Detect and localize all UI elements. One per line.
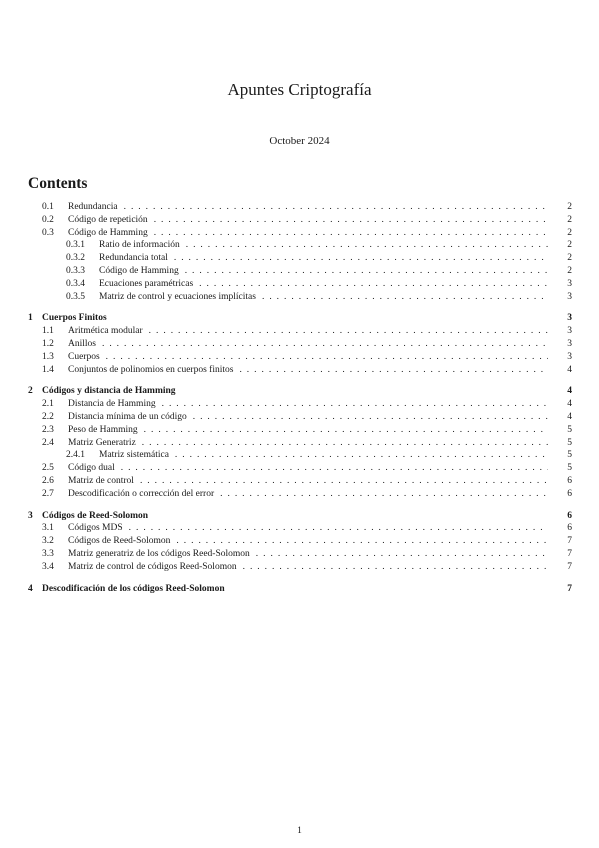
toc-entry-number: 0.3.4 xyxy=(66,278,85,289)
toc-entry-title: Código de Hamming . . . xyxy=(68,227,548,240)
toc-entry-page: 4 xyxy=(567,399,572,410)
table-of-contents xyxy=(28,201,572,595)
toc-entry-page: 5 xyxy=(567,450,572,461)
toc-entry-title: Matriz Generatriz . . . xyxy=(68,437,548,450)
toc-chapter-entry[interactable] xyxy=(28,510,572,523)
toc-entry-page: 4 xyxy=(567,364,572,375)
toc-section-entry[interactable] xyxy=(28,522,572,535)
toc-section-entry[interactable] xyxy=(28,411,572,424)
toc-entry-title: Matriz de control . . . xyxy=(68,475,548,488)
toc-entry-page: 4 xyxy=(567,411,572,422)
toc-section-entry[interactable] xyxy=(28,351,572,364)
toc-entry-title: Códigos y distancia de Hamming xyxy=(42,386,176,397)
toc-entry-number: 3.4 xyxy=(42,561,54,572)
toc-entry-number: 2.5 xyxy=(42,463,54,474)
toc-entry-title: Distancia mínima de un código . . . xyxy=(68,411,548,424)
toc-entry-page: 7 xyxy=(567,548,572,559)
toc-section-entry[interactable] xyxy=(28,535,572,548)
toc-entry-number: 2.3 xyxy=(42,424,54,435)
toc-entry-page: 3 xyxy=(567,326,572,337)
toc-section-entry[interactable] xyxy=(28,227,572,240)
toc-entry-title: Matriz de control de códigos Reed-Solomon . . . xyxy=(68,561,548,574)
contents-heading: Contents xyxy=(28,175,88,192)
toc-chapter-entry[interactable] xyxy=(28,385,572,398)
toc-entry-number: 1.2 xyxy=(42,338,54,349)
toc-entry-page: 3 xyxy=(567,351,572,362)
toc-entry-title: Códigos MDS . . . xyxy=(68,522,548,535)
toc-entry-page: 5 xyxy=(567,424,572,435)
toc-entry-title: Matriz generatriz de los códigos Reed-Solomon . . . xyxy=(68,548,548,561)
toc-section-entry[interactable] xyxy=(28,325,572,338)
toc-section-entry[interactable] xyxy=(28,424,572,437)
page-number: 1 xyxy=(297,826,302,836)
toc-entry-page: 6 xyxy=(567,488,572,499)
toc-entry-number: 0.3 xyxy=(42,227,54,238)
toc-entry-number: 0.3.1 xyxy=(66,240,85,251)
toc-entry-page: 6 xyxy=(567,523,572,534)
toc-entry-title: Distancia de Hamming . . . xyxy=(68,398,548,411)
toc-subsection-entry[interactable] xyxy=(28,278,572,291)
toc-entry-title: Matriz sistemática . . . xyxy=(99,449,548,462)
toc-entry-page: 3 xyxy=(567,338,572,349)
toc-entry-page: 5 xyxy=(567,437,572,448)
toc-entry-title: Matriz de control y ecuaciones implícitas . . . xyxy=(99,291,548,304)
toc-section-entry[interactable] xyxy=(28,214,572,227)
toc-entry-title: Código de Hamming . . . xyxy=(99,265,548,278)
toc-entry-number: 1.3 xyxy=(42,351,54,362)
toc-entry-title: Conjuntos de polinomios en cuerpos finitos . . . xyxy=(68,364,548,377)
toc-subsection-entry[interactable] xyxy=(28,265,572,278)
toc-section-entry[interactable] xyxy=(28,561,572,574)
document-date: October 2024 xyxy=(269,135,330,147)
toc-entry-number: 2.6 xyxy=(42,475,54,486)
toc-entry-title: Peso de Hamming . . . xyxy=(68,424,548,437)
toc-subsection-entry[interactable] xyxy=(28,239,572,252)
toc-entry-title: Anillos . . . xyxy=(68,338,548,351)
toc-chapter-entry[interactable] xyxy=(28,312,572,325)
toc-section-entry[interactable] xyxy=(28,398,572,411)
toc-entry-page: 2 xyxy=(567,240,572,251)
toc-entry-page: 2 xyxy=(567,253,572,264)
toc-entry-number: 4 xyxy=(28,583,33,594)
toc-entry-number: 3 xyxy=(28,510,33,521)
toc-entry-page: 2 xyxy=(567,202,572,212)
toc-entry-number: 0.3.3 xyxy=(66,265,85,276)
toc-chapter-entry[interactable] xyxy=(28,583,572,596)
toc-entry-page: 3 xyxy=(567,313,572,324)
toc-subsection-entry[interactable] xyxy=(28,252,572,265)
toc-entry-number: 0.2 xyxy=(42,214,54,225)
toc-entry-title: Ecuaciones paramétricas . . . xyxy=(99,278,548,291)
toc-entry-title: Código de repetición . . . xyxy=(68,214,548,227)
toc-section-entry[interactable] xyxy=(28,488,572,501)
toc-entry-number: 1.4 xyxy=(42,364,54,375)
toc-subsection-entry[interactable] xyxy=(28,291,572,304)
toc-entry-number: 3.2 xyxy=(42,536,54,547)
toc-section-entry[interactable] xyxy=(28,475,572,488)
toc-entry-page: 5 xyxy=(567,463,572,474)
toc-entry-number: 2.4.1 xyxy=(66,450,85,461)
toc-entry-title: Códigos de Reed-Solomon . . . xyxy=(68,535,548,548)
toc-entry-page: 6 xyxy=(567,510,572,521)
toc-section-entry[interactable] xyxy=(28,338,572,351)
toc-entry-title: Aritmética modular . . . xyxy=(68,325,548,338)
toc-entry-number: 1 xyxy=(28,313,33,324)
toc-entry-title: Redundancia . . . xyxy=(68,201,548,214)
toc-entry-title: Cuerpos Finitos xyxy=(42,313,107,324)
toc-entry-page: 3 xyxy=(567,278,572,289)
document-title: Apuntes Criptografía xyxy=(227,80,372,99)
toc-entry-page: 7 xyxy=(567,536,572,547)
toc-entry-number: 2.7 xyxy=(42,488,54,499)
toc-entry-page: 4 xyxy=(567,386,572,397)
toc-entry-title: Descodificación de los códigos Reed-Solomon xyxy=(42,583,225,594)
toc-entry-title: Descodificación o corrección del error . . . xyxy=(68,488,548,501)
toc-subsection-entry[interactable] xyxy=(28,449,572,462)
toc-section-entry[interactable] xyxy=(28,201,572,214)
toc-entry-page: 3 xyxy=(567,291,572,302)
toc-entry-number: 2.1 xyxy=(42,399,54,410)
toc-entry-number: 2.4 xyxy=(42,437,54,448)
toc-entry-page: 2 xyxy=(567,265,572,276)
toc-entry-page: 2 xyxy=(567,227,572,238)
toc-entry-page: 2 xyxy=(567,214,572,225)
toc-section-entry[interactable] xyxy=(28,364,572,377)
toc-entry-title: Código dual . . . xyxy=(68,462,548,475)
toc-entry-page: 7 xyxy=(567,561,572,572)
toc-entry-number: 0.3.2 xyxy=(66,253,85,264)
toc-entry-number: 2 xyxy=(28,386,33,397)
toc-section-entry[interactable] xyxy=(28,548,572,561)
toc-entry-title: Ratio de información . . . xyxy=(99,239,548,252)
toc-entry-title: Redundancia total . . . xyxy=(99,252,548,265)
toc-section-entry[interactable] xyxy=(28,462,572,475)
toc-entry-page: 7 xyxy=(567,583,572,594)
toc-entry-number: 0.3.5 xyxy=(66,291,85,302)
toc-entry-number: 3.1 xyxy=(42,523,54,534)
toc-entry-page: 6 xyxy=(567,475,572,486)
toc-entry-number: 1.1 xyxy=(42,326,54,337)
toc-entry-number: 2.2 xyxy=(42,411,54,422)
toc-section-entry[interactable] xyxy=(28,437,572,450)
toc-entry-number: 3.3 xyxy=(42,548,54,559)
toc-entry-title: Cuerpos . . . xyxy=(68,351,548,364)
toc-entry-title: Códigos de Reed-Solomon xyxy=(42,510,149,521)
toc-entry-number: 0.1 xyxy=(42,202,54,212)
